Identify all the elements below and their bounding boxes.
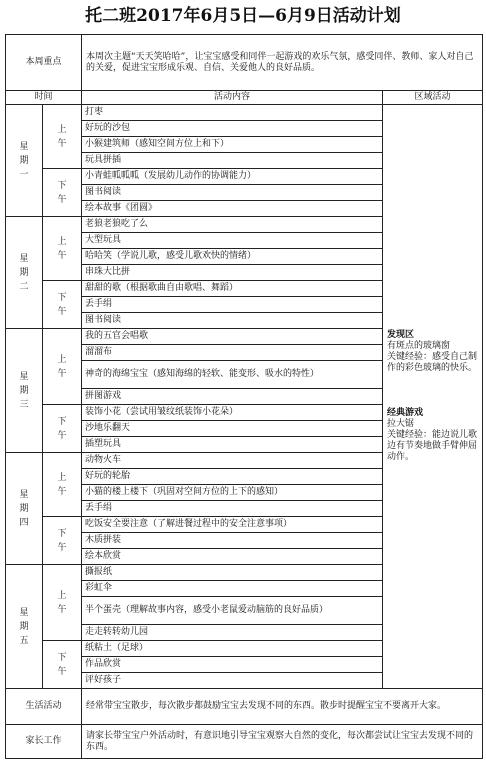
area-line: 拉大锯	[387, 419, 415, 429]
activity-item: 神奇的海绵宝宝（感知海绵的轻软、能变形、吸水的特性）	[82, 361, 383, 389]
activity-item: 木质拼装	[82, 533, 383, 549]
am-label	[43, 329, 82, 405]
day-name: 星期四	[19, 489, 29, 528]
activity-item: 丢手绢	[82, 501, 383, 517]
pm-label	[43, 641, 82, 689]
half-day-name: 上午	[57, 236, 67, 261]
activity-item: 小猫的楼上楼下（巩固对空间方位的上下的感知）	[82, 485, 383, 501]
activity-item: 图书阅读	[82, 185, 383, 201]
activity-item: 小青蛙呱呱呱（发展幼儿动作的协调能力）	[82, 169, 383, 185]
am-label	[43, 105, 82, 169]
half-day-name: 下午	[57, 528, 67, 553]
day-name: 星期五	[19, 607, 29, 646]
activity-item: 走走转转幼儿园	[82, 625, 383, 641]
day-label	[6, 453, 43, 565]
area-line: 有斑点的玻璃窗	[387, 341, 451, 351]
pm-label	[43, 405, 82, 453]
activity-item: 串珠大比拼	[82, 265, 383, 281]
activity-item: 小猴建筑师（感知空间方位上和下）	[82, 137, 383, 153]
activity-item: 图书阅读	[82, 313, 383, 329]
activity-item: 插塑玩具	[82, 437, 383, 453]
activity-item: 哈哈笑（学说儿歌，感受儿歌欢快的情绪）	[82, 249, 383, 265]
activity-item: 打枣	[82, 105, 383, 121]
pm-label	[43, 281, 82, 329]
page-title: 托二班2017年6月5日—6月9日活动计划	[85, 6, 401, 26]
day-name: 星期一	[19, 141, 29, 180]
focus-text: 本周次主题“天天笑哈哈”，让宝宝感受和同伴一起游戏的欢乐气氛，感受同伴、教师、家人对自己的关爱，促进宝宝形成乐观、自信、关爱他人的良好品质。	[82, 35, 483, 91]
area-title: 经典游戏	[387, 408, 424, 418]
parent-text: 请家长带宝宝户外活动时，有意识地引导宝宝观察大自然的变化，每次都尝试让宝宝去发现不同的东西。	[82, 725, 483, 759]
day-name: 星期二	[19, 253, 29, 292]
half-day-name: 下午	[57, 416, 67, 441]
activity-item: 装饰小花（尝试用皱纹纸装饰小花朵）	[82, 405, 383, 421]
activity-item: 评好孩子	[82, 673, 383, 689]
day-label	[6, 105, 43, 217]
am-label	[43, 565, 82, 641]
header-activity: 活动内容	[82, 91, 383, 105]
activity-item: 绘本故事《团圆》	[82, 201, 383, 217]
activity-item: 半个蛋壳（理解故事内容，感受小老鼠爱动脑筋的良好品质）	[82, 597, 383, 625]
activity-item: 溜溜布	[82, 345, 383, 361]
activity-item: 拼图游戏	[82, 389, 383, 405]
am-label	[43, 453, 82, 517]
activity-item: 动物火车	[82, 453, 383, 469]
life-text: 经常带宝宝散步，每次散步都鼓励宝宝去发现不同的东西。散步时提醒宝宝不要离开大家。	[82, 689, 483, 725]
activity-item: 我的五官会唱歌	[82, 329, 383, 345]
activity-plan-table	[5, 34, 483, 759]
activity-item: 大型玩具	[82, 233, 383, 249]
area-line: 关键经验：感受自己制作的彩色玻璃的快乐。	[387, 352, 478, 373]
header-area: 区域活动	[383, 91, 483, 105]
activity-item: 老狼老狼吃了么	[82, 217, 383, 233]
area-gap	[387, 374, 478, 408]
day-label	[6, 565, 43, 689]
life-label: 生活活动	[6, 689, 82, 725]
activity-item: 撕报纸	[82, 565, 383, 581]
pm-label	[43, 517, 82, 565]
activity-item: 作品欣赏	[82, 657, 383, 673]
focus-label: 本周重点	[6, 35, 82, 91]
area-line: 关键经验：能边说儿歌边有节奏地做手臂伸屈动作。	[387, 430, 478, 462]
area-title: 发现区	[387, 330, 415, 340]
half-day-name: 上午	[57, 354, 67, 379]
activity-item: 沙地乐翻天	[82, 421, 383, 437]
pm-label	[43, 169, 82, 217]
activity-item: 纸粘土（足球）	[82, 641, 383, 657]
activity-item: 好玩的轮胎	[82, 469, 383, 485]
day-label	[6, 217, 43, 329]
day-label	[6, 329, 43, 453]
area-activities	[383, 105, 483, 689]
half-day-name: 上午	[57, 590, 67, 615]
activity-item: 丢手绢	[82, 297, 383, 313]
half-day-name: 下午	[57, 652, 67, 677]
half-day-name: 下午	[57, 180, 67, 205]
activity-item: 甜甜的歌（根据歌曲自由歌唱、舞蹈）	[82, 281, 383, 297]
parent-label: 家长工作	[6, 725, 82, 759]
activity-item: 绘本欣赏	[82, 549, 383, 565]
activity-item: 吃饭安全要注意（了解进餐过程中的安全注意事项）	[82, 517, 383, 533]
activity-item: 玩具拼插	[82, 153, 383, 169]
half-day-name: 上午	[57, 472, 67, 497]
header-time: 时间	[6, 91, 82, 105]
activity-item: 好玩的沙包	[82, 121, 383, 137]
half-day-name: 上午	[57, 124, 67, 149]
half-day-name: 下午	[57, 292, 67, 317]
day-name: 星期三	[19, 371, 29, 410]
am-label	[43, 217, 82, 281]
activity-item: 彩虹伞	[82, 581, 383, 597]
